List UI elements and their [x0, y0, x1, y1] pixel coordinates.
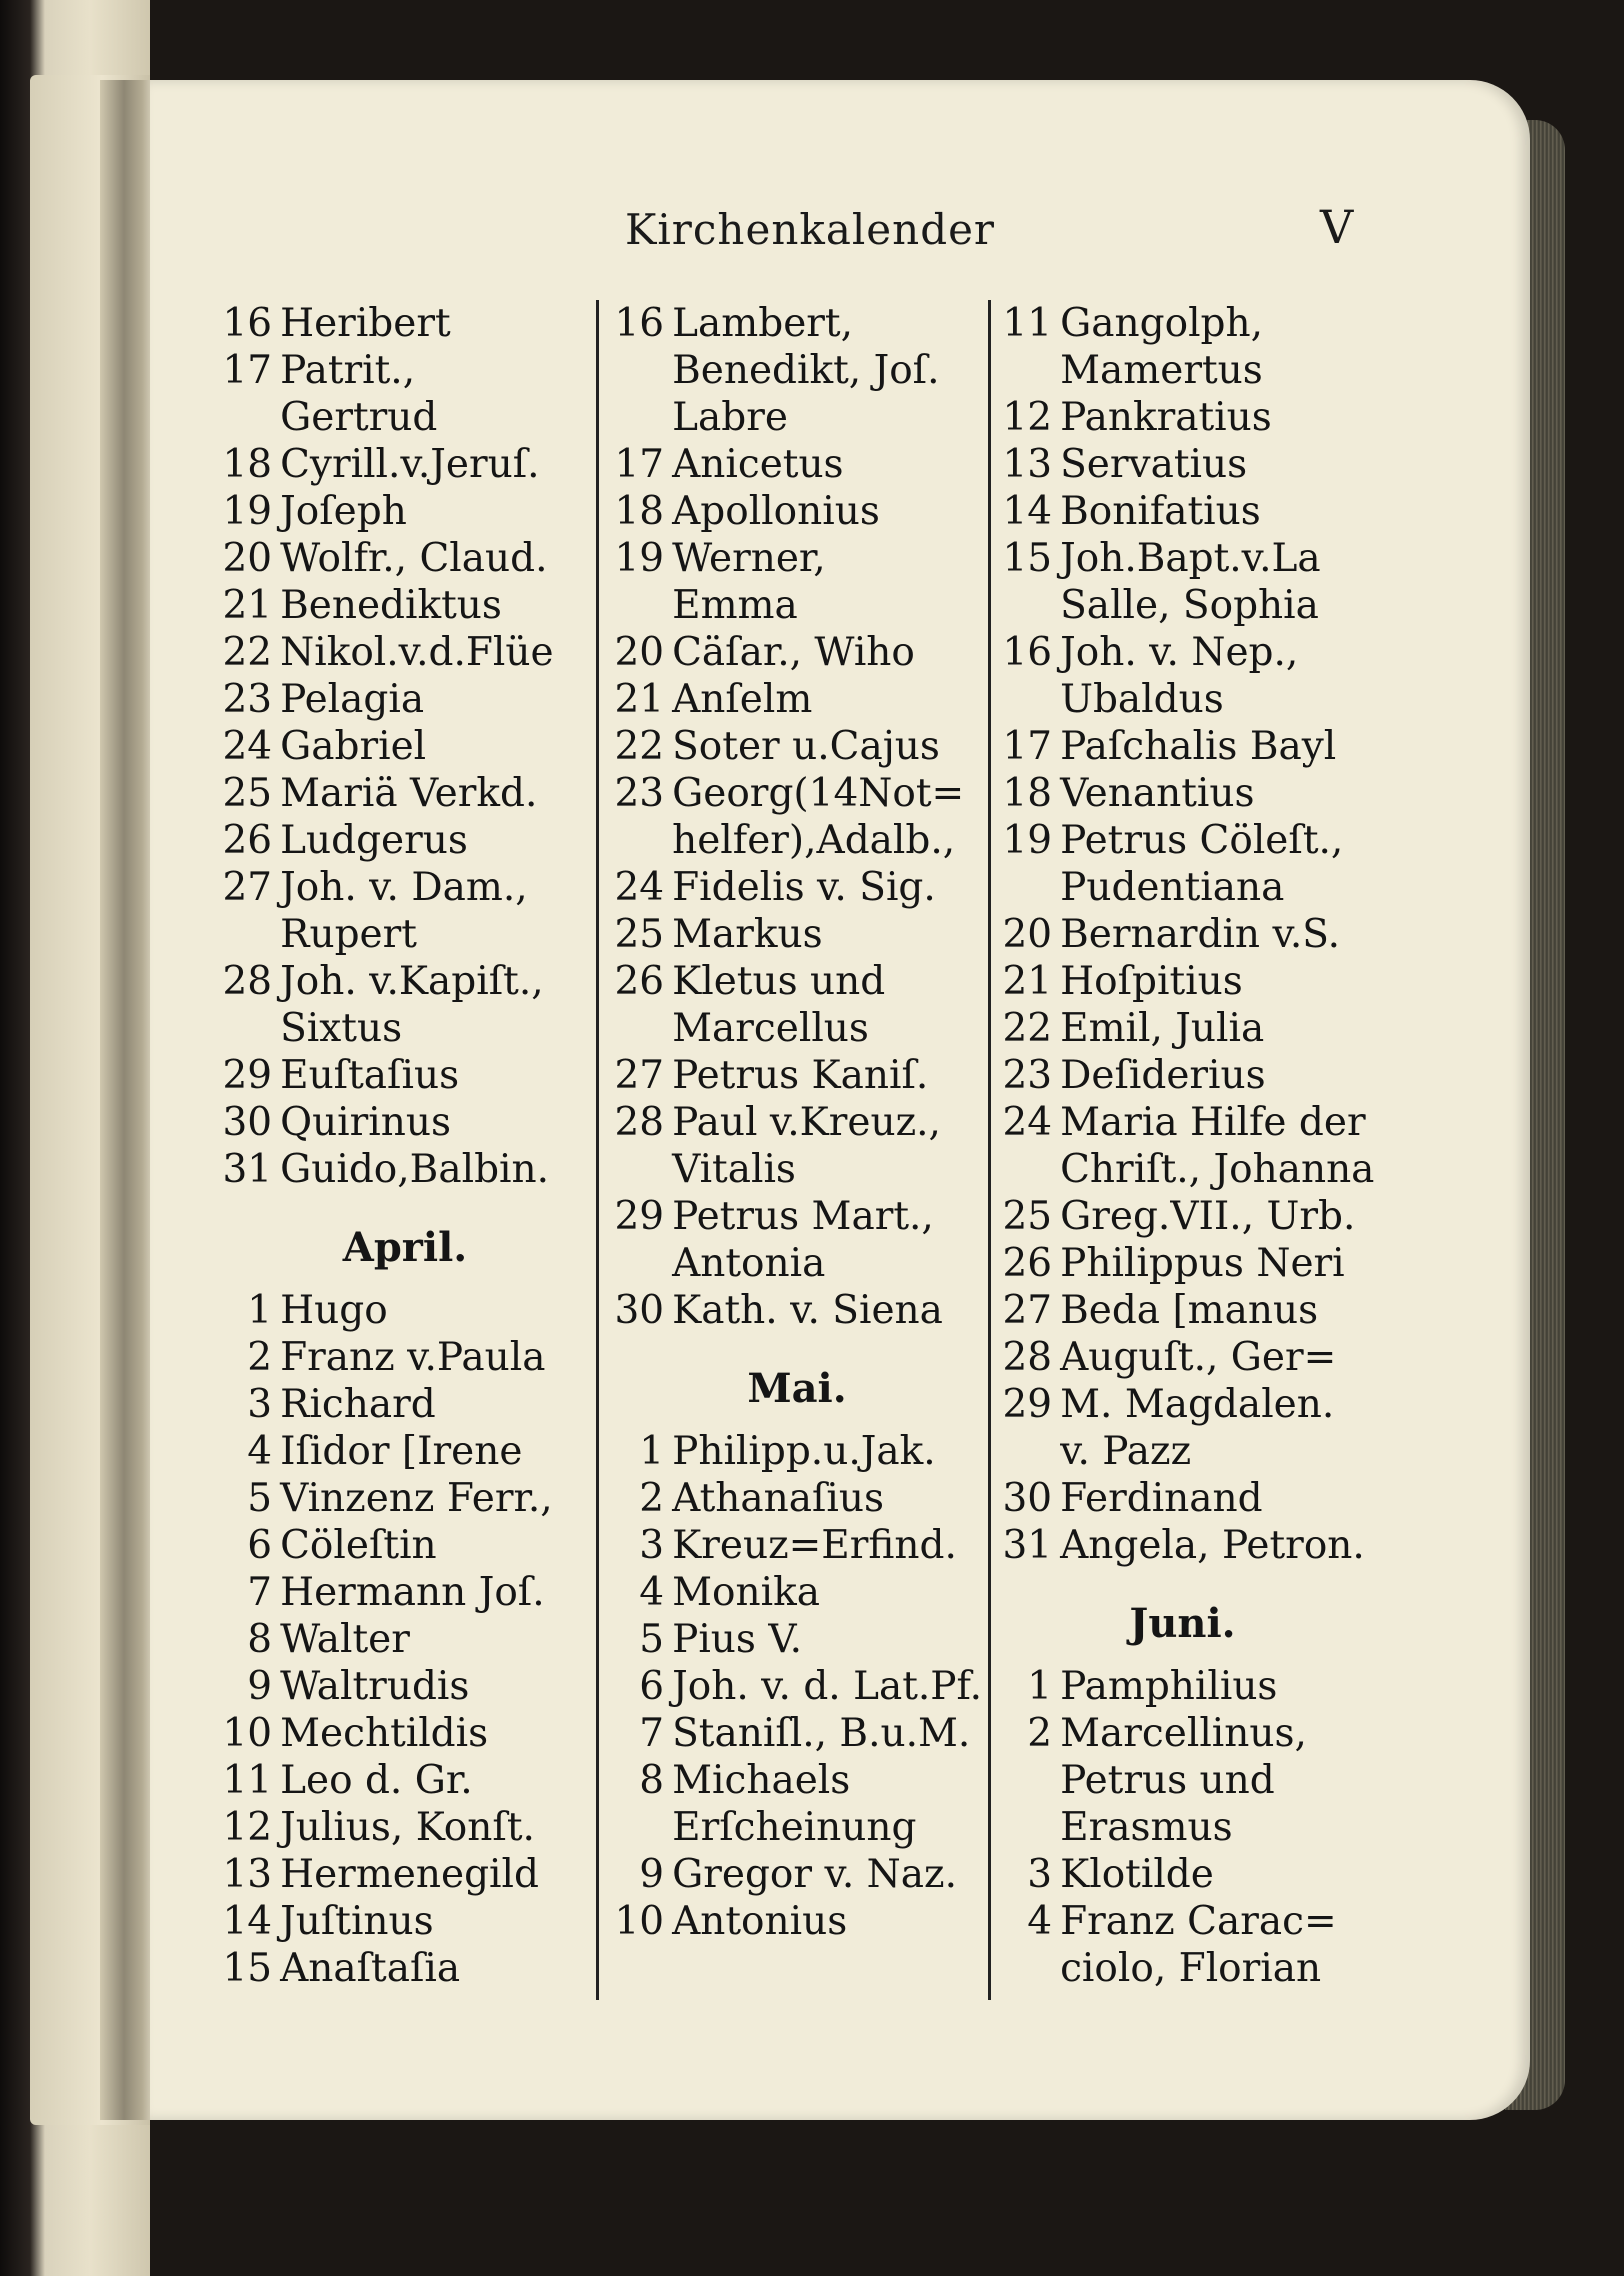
- calendar-entry-continuation: [612, 1804, 982, 1851]
- saint-name: Erſcheinung: [672, 1805, 917, 1850]
- calendar-entry: [1000, 1052, 1365, 1099]
- calendar-entry: [612, 1287, 982, 1334]
- calendar-entry: [220, 1146, 590, 1193]
- saint-name: Joh. v. d. Lat.Pf.: [672, 1664, 982, 1709]
- saint-name: Markus: [672, 912, 823, 957]
- calendar-entry: [1000, 629, 1365, 676]
- day-number: 4: [1027, 1899, 1053, 1944]
- calendar-entry: [220, 1804, 590, 1851]
- calendar-entry: [220, 629, 590, 676]
- day-number: 5: [639, 1617, 665, 1662]
- saint-name: Beda [manus: [1060, 1288, 1319, 1333]
- saint-name: Emil, Julia: [1060, 1006, 1265, 1051]
- saint-name: Maria Hilfe der: [1060, 1100, 1366, 1145]
- saint-name: Antonia: [672, 1241, 826, 1286]
- day-number: 19: [222, 489, 273, 534]
- saint-name: Hermenegild: [280, 1852, 539, 1897]
- saint-name: Mechtildis: [280, 1711, 489, 1756]
- day-number: 29: [614, 1194, 665, 1239]
- calendar-entry: [1000, 1522, 1365, 1569]
- calendar-entry: [1000, 1663, 1365, 1710]
- saint-name: Gabriel: [280, 724, 427, 769]
- calendar-entry-continuation: [1000, 582, 1365, 629]
- calendar-entry: [220, 958, 590, 1005]
- calendar-entry: [220, 1428, 590, 1475]
- day-number: 24: [1002, 1100, 1053, 1145]
- saint-name: Quirinus: [280, 1100, 452, 1145]
- saint-name: Benediktus: [280, 583, 502, 628]
- saint-name: Labre: [672, 395, 788, 440]
- calendar-entry: [220, 1569, 590, 1616]
- calendar-entry: [1000, 1193, 1365, 1240]
- saint-name: Werner,: [672, 536, 826, 581]
- calendar-entry-continuation: [1000, 1146, 1375, 1193]
- calendar-entry: [1000, 911, 1365, 958]
- calendar-entry: [1000, 1851, 1365, 1898]
- saint-name: Anicetus: [672, 442, 844, 487]
- saint-name: Petrus und: [1060, 1758, 1275, 1803]
- calendar-entry: [1000, 817, 1365, 864]
- calendar-entry-continuation: [612, 1005, 982, 1052]
- saint-name: Chriſt., Johanna: [1060, 1147, 1375, 1192]
- calendar-entry: [220, 1616, 590, 1663]
- saint-name: ciolo, Florian: [1060, 1946, 1322, 1991]
- day-number: 16: [1002, 630, 1053, 675]
- day-number: 1: [1027, 1664, 1053, 1709]
- calendar-entry: [220, 817, 590, 864]
- saint-name: Walter: [280, 1617, 410, 1662]
- day-number: 25: [1002, 1194, 1053, 1239]
- calendar-entry: [220, 864, 590, 911]
- column-divider: [596, 300, 599, 2000]
- calendar-entry: [220, 1710, 590, 1757]
- day-number: 20: [1002, 912, 1053, 957]
- day-number: 21: [222, 583, 273, 628]
- day-number: 26: [222, 818, 273, 863]
- calendar-entry: [612, 770, 982, 817]
- calendar-entry: [612, 1428, 982, 1475]
- day-number: 27: [1002, 1288, 1053, 1333]
- day-number: 23: [1002, 1053, 1053, 1098]
- calendar-entry-continuation: [612, 1146, 982, 1193]
- saint-name: Guido,Balbin.: [280, 1147, 550, 1192]
- calendar-entry: [1000, 300, 1365, 347]
- calendar-entry: [220, 1851, 590, 1898]
- calendar-entry: [612, 441, 982, 488]
- saint-name: Cyrill.v.Jeruſ.: [280, 442, 540, 487]
- calendar-entry: [612, 1663, 982, 1710]
- day-number: 15: [222, 1946, 273, 1991]
- saint-name: Philippus Neri: [1060, 1241, 1345, 1286]
- saint-name: Venantius: [1060, 771, 1255, 816]
- calendar-entry: [612, 488, 982, 535]
- day-number: 22: [614, 724, 665, 769]
- calendar-entry: [1000, 770, 1365, 817]
- day-number: 21: [614, 677, 665, 722]
- day-number: 26: [1002, 1241, 1053, 1286]
- calendar-entry: [612, 1851, 982, 1898]
- saint-name: Joh. v. Dam.,: [280, 865, 528, 910]
- calendar-entry-continuation: [1000, 1757, 1365, 1804]
- calendar-entry: [1000, 441, 1365, 488]
- month-heading: Juni.: [1129, 1600, 1236, 1647]
- calendar-entry: [220, 1945, 590, 1992]
- calendar-entry: [1000, 1334, 1365, 1381]
- saint-name: Mariä Verkd.: [280, 771, 538, 816]
- calendar-entry: [220, 1381, 590, 1428]
- saint-name: Joh. v.Kapiſt.,: [280, 959, 544, 1004]
- calendar-entry: [220, 1898, 590, 1945]
- day-number: 22: [222, 630, 273, 675]
- saint-name: Pankratius: [1060, 395, 1272, 440]
- calendar-entry: [1000, 1287, 1365, 1334]
- calendar-entry: [612, 1569, 982, 1616]
- saint-name: Klotilde: [1060, 1852, 1214, 1897]
- saint-name: Georg(14Not=: [672, 771, 965, 816]
- calendar-entry: [220, 488, 590, 535]
- day-number: 28: [1002, 1335, 1053, 1380]
- saint-name: Salle, Sophia: [1060, 583, 1319, 628]
- saint-name: v. Pazz: [1060, 1429, 1192, 1474]
- saint-name: Joh.Bapt.v.La: [1060, 536, 1321, 581]
- day-number: 30: [1002, 1476, 1053, 1521]
- calendar-entry: [1000, 958, 1365, 1005]
- day-number: 28: [614, 1100, 665, 1145]
- calendar-entry: [612, 629, 982, 676]
- saint-name: Vitalis: [672, 1147, 796, 1192]
- calendar-entry-continuation: [1000, 347, 1365, 394]
- day-number: 14: [222, 1899, 273, 1944]
- day-number: 9: [247, 1664, 273, 1709]
- day-number: 13: [1002, 442, 1053, 487]
- day-number: 6: [247, 1523, 273, 1568]
- saint-name: Ferdinand: [1060, 1476, 1263, 1521]
- calendar-entry: [612, 911, 982, 958]
- day-number: 12: [222, 1805, 273, 1850]
- saint-name: Mamertus: [1060, 348, 1263, 393]
- saint-name: Auguſt., Ger=: [1060, 1335, 1337, 1380]
- saint-name: Cäſar., Wiho: [672, 630, 915, 675]
- calendar-entry: [1000, 1240, 1365, 1287]
- saint-name: Joſeph: [280, 489, 407, 534]
- day-number: 11: [222, 1758, 273, 1803]
- calendar-entry: [220, 1757, 590, 1804]
- saint-name: Anſelm: [672, 677, 813, 722]
- day-number: 29: [222, 1053, 273, 1098]
- day-number: 1: [247, 1288, 273, 1333]
- day-number: 29: [1002, 1382, 1053, 1427]
- day-number: 22: [1002, 1006, 1053, 1051]
- saint-name: Michaels: [672, 1758, 851, 1803]
- saint-name: Petrus Kaniſ.: [672, 1053, 929, 1098]
- saint-name: Richard: [280, 1382, 436, 1427]
- calendar-entry-continuation: [1000, 1804, 1365, 1851]
- calendar-entry-continuation: [612, 817, 982, 864]
- calendar-entry: [612, 676, 982, 723]
- calendar-entry-continuation: [612, 347, 982, 394]
- saint-name: Angela, Petron.: [1060, 1523, 1365, 1568]
- day-number: 16: [614, 301, 665, 346]
- day-number: 26: [614, 959, 665, 1004]
- saint-name: Heribert: [280, 301, 451, 346]
- day-number: 28: [222, 959, 273, 1004]
- saint-name: Pelagia: [280, 677, 425, 722]
- calendar-entry: [220, 676, 590, 723]
- calendar-entry: [1000, 535, 1365, 582]
- saint-name: Antonius: [672, 1899, 848, 1944]
- saint-name: Kath. v. Siena: [672, 1288, 943, 1333]
- day-number: 21: [1002, 959, 1053, 1004]
- day-number: 19: [1002, 818, 1053, 863]
- day-number: 15: [1002, 536, 1053, 581]
- day-number: 17: [1002, 724, 1053, 769]
- calendar-entry: [220, 535, 590, 582]
- saint-name: Gertrud: [280, 395, 438, 440]
- saint-name: Iſidor [Irene: [280, 1429, 523, 1474]
- saint-name: Pius V.: [672, 1617, 803, 1662]
- calendar-entry: [220, 1052, 590, 1099]
- day-number: 4: [639, 1570, 665, 1615]
- day-number: 27: [222, 865, 273, 910]
- day-number: 20: [614, 630, 665, 675]
- saint-name: Staniſl., B.u.M.: [672, 1711, 971, 1756]
- calendar-entry-continuation: [612, 582, 982, 629]
- calendar-column-3: [1000, 300, 1375, 1992]
- day-number: 24: [222, 724, 273, 769]
- calendar-entry: [1000, 1898, 1365, 1945]
- saint-name: Franz Carac=: [1060, 1899, 1337, 1944]
- calendar-entry: [612, 723, 982, 770]
- saint-name: Joh. v. Nep.,: [1060, 630, 1299, 675]
- saint-name: Euſtaſius: [280, 1053, 460, 1098]
- day-number: 5: [247, 1476, 273, 1521]
- calendar-entry: [1000, 1005, 1365, 1052]
- calendar-entry: [220, 1099, 590, 1146]
- calendar-entry: [612, 1193, 982, 1240]
- saint-name: Apollonius: [672, 489, 880, 534]
- saint-name: Cöleſtin: [280, 1523, 437, 1568]
- day-number: 23: [222, 677, 273, 722]
- calendar-entry-continuation: [612, 1240, 982, 1287]
- saint-name: Marcellinus,: [1060, 1711, 1307, 1756]
- day-number: 17: [222, 348, 273, 393]
- saint-name: helfer),Adalb.,: [672, 818, 956, 863]
- saint-name: Philipp.u.Jak.: [672, 1429, 936, 1474]
- saint-name: Marcellus: [672, 1006, 869, 1051]
- column-divider: [988, 300, 991, 2000]
- calendar-entry: [220, 1663, 590, 1710]
- calendar-column-2: [612, 300, 982, 1945]
- day-number: 8: [247, 1617, 273, 1662]
- calendar-entry: [612, 1616, 982, 1663]
- calendar-entry: [220, 1334, 590, 1381]
- day-number: 10: [614, 1899, 665, 1944]
- saint-name: Kletus und: [672, 959, 886, 1004]
- calendar-entry: [220, 723, 590, 770]
- saint-name: Soter u.Cajus: [672, 724, 940, 769]
- saint-name: Wolfr., Claud.: [280, 536, 548, 581]
- calendar-entry: [220, 1287, 590, 1334]
- calendar-entry: [612, 300, 982, 347]
- day-number: 1: [639, 1429, 665, 1474]
- day-number: 23: [614, 771, 665, 816]
- calendar-entry: [220, 1475, 590, 1522]
- calendar-entry: [220, 300, 590, 347]
- calendar-entry: [1000, 1475, 1365, 1522]
- calendar-entry: [220, 347, 590, 394]
- calendar-entry: [220, 582, 590, 629]
- calendar-entry: [1000, 1381, 1365, 1428]
- calendar-entry-continuation: [612, 394, 982, 441]
- saint-name: Vinzenz Ferr.,: [280, 1476, 553, 1521]
- day-number: 6: [639, 1664, 665, 1709]
- day-number: 10: [222, 1711, 273, 1756]
- month-heading: April.: [342, 1224, 468, 1271]
- day-number: 13: [222, 1852, 273, 1897]
- month-heading: Mai.: [747, 1365, 847, 1412]
- calendar-entry: [612, 864, 982, 911]
- calendar-entry-continuation: [220, 394, 590, 441]
- saint-name: Monika: [672, 1570, 820, 1615]
- calendar-entry-continuation: [220, 1005, 590, 1052]
- saint-name: Ludgerus: [280, 818, 468, 863]
- calendar-entry: [220, 1522, 590, 1569]
- saint-name: M. Magdalen.: [1060, 1382, 1335, 1427]
- saint-name: Ubaldus: [1060, 677, 1224, 722]
- saint-name: Fidelis v. Sig.: [672, 865, 936, 910]
- calendar-column-1: [220, 300, 590, 1992]
- day-number: 25: [614, 912, 665, 957]
- calendar-entry: [1000, 723, 1365, 770]
- day-number: 16: [222, 301, 273, 346]
- day-number: 11: [1002, 301, 1053, 346]
- calendar-entry-continuation: [1000, 1428, 1365, 1475]
- day-number: 2: [1027, 1711, 1053, 1756]
- day-number: 2: [639, 1476, 665, 1521]
- calendar-entry-continuation: [220, 911, 590, 958]
- calendar-entry: [612, 1475, 982, 1522]
- calendar-entry: [220, 770, 590, 817]
- day-number: 18: [222, 442, 273, 487]
- saint-name: Bernardin v.S.: [1060, 912, 1340, 957]
- day-number: 31: [222, 1147, 273, 1192]
- calendar-entry: [612, 1710, 982, 1757]
- saint-name: Waltrudis: [280, 1664, 470, 1709]
- saint-name: Paſchalis Bayl: [1060, 724, 1337, 769]
- page-number: V: [1320, 200, 1354, 254]
- saint-name: Hugo: [280, 1288, 388, 1333]
- day-number: 12: [1002, 395, 1053, 440]
- saint-name: Athanaſius: [672, 1476, 885, 1521]
- saint-name: Pamphilius: [1060, 1664, 1278, 1709]
- calendar-entry: [1000, 394, 1365, 441]
- day-number: 9: [639, 1852, 665, 1897]
- saint-name: Deſiderius: [1060, 1053, 1266, 1098]
- day-number: 4: [247, 1429, 273, 1474]
- saint-name: Emma: [672, 583, 798, 628]
- day-number: 8: [639, 1758, 665, 1803]
- saint-name: Petrus Cöleſt.,: [1060, 818, 1344, 863]
- saint-name: Nikol.v.d.Flüe: [280, 630, 554, 675]
- day-number: 3: [247, 1382, 273, 1427]
- saint-name: Greg.VII., Urb.: [1060, 1194, 1356, 1239]
- day-number: 25: [222, 771, 273, 816]
- calendar-entry-continuation: [1000, 676, 1365, 723]
- saint-name: Erasmus: [1060, 1805, 1233, 1850]
- calendar-entry: [1000, 1710, 1365, 1757]
- calendar-entry: [612, 1898, 982, 1945]
- day-number: 19: [614, 536, 665, 581]
- calendar-entry-continuation: [1000, 1945, 1365, 1992]
- saint-name: Franz v.Paula: [280, 1335, 546, 1380]
- saint-name: Gregor v. Naz.: [672, 1852, 957, 1897]
- calendar-entry: [1000, 488, 1365, 535]
- saint-name: Rupert: [280, 912, 417, 957]
- day-number: 31: [1002, 1523, 1053, 1568]
- day-number: 18: [614, 489, 665, 534]
- calendar-entry: [612, 535, 982, 582]
- saint-name: Juſtinus: [280, 1899, 434, 1944]
- saint-name: Lambert,: [672, 301, 853, 346]
- calendar-entry: [612, 1757, 982, 1804]
- saint-name: Gangolph,: [1060, 301, 1264, 346]
- calendar-entry: [612, 958, 982, 1005]
- day-number: 30: [222, 1100, 273, 1145]
- calendar-entry: [612, 1052, 982, 1099]
- day-number: 30: [614, 1288, 665, 1333]
- day-number: 27: [614, 1053, 665, 1098]
- saint-name: Kreuz=Erfind.: [672, 1523, 957, 1568]
- day-number: 7: [247, 1570, 273, 1615]
- calendar-entry: [612, 1522, 982, 1569]
- day-number: 24: [614, 865, 665, 910]
- day-number: 20: [222, 536, 273, 581]
- calendar-entry: [1000, 1099, 1365, 1146]
- page-title: Kirchenkalender: [625, 205, 996, 254]
- saint-name: Benedikt, Joſ.: [672, 348, 940, 393]
- saint-name: Servatius: [1060, 442, 1248, 487]
- saint-name: Julius, Konſt.: [280, 1805, 535, 1850]
- saint-name: Sixtus: [280, 1006, 403, 1051]
- day-number: 18: [1002, 771, 1053, 816]
- saint-name: Leo d. Gr.: [280, 1758, 473, 1803]
- calendar-entry: [612, 1099, 982, 1146]
- day-number: 3: [639, 1523, 665, 1568]
- day-number: 14: [1002, 489, 1053, 534]
- saint-name: Paul v.Kreuz.,: [672, 1100, 941, 1145]
- saint-name: Anaſtaſia: [280, 1946, 461, 1991]
- saint-name: Bonifatius: [1060, 489, 1261, 534]
- day-number: 2: [247, 1335, 273, 1380]
- saint-name: Pudentiana: [1060, 865, 1285, 910]
- day-number: 7: [639, 1711, 665, 1756]
- saint-name: Patrit.,: [280, 348, 416, 393]
- saint-name: Petrus Mart.,: [672, 1194, 934, 1239]
- saint-name: Hermann Joſ.: [280, 1570, 545, 1615]
- saint-name: Hoſpitius: [1060, 959, 1243, 1004]
- calendar-entry: [220, 441, 590, 488]
- day-number: 3: [1027, 1852, 1053, 1897]
- day-number: 17: [614, 442, 665, 487]
- calendar-entry-continuation: [1000, 864, 1365, 911]
